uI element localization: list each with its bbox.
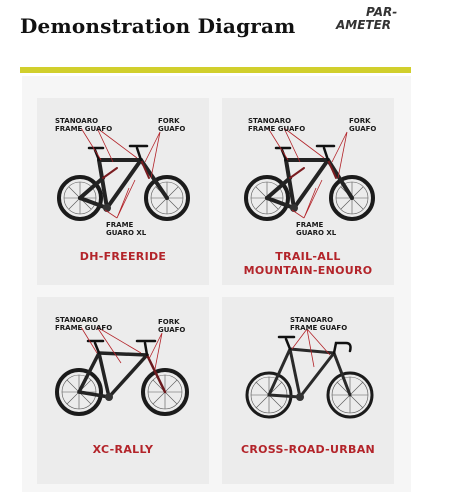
card-cross-road-urban bbox=[222, 297, 394, 484]
label-text: FORK GUAFO bbox=[349, 117, 377, 133]
label-frame-guard-xl bbox=[106, 221, 146, 237]
badge-line-2: AMETER bbox=[336, 18, 392, 32]
label-text: STANOARO FRAME GUAFO bbox=[248, 117, 306, 133]
category-name: TRAIL-ALL MOUNTAIN-ENOURO bbox=[243, 250, 373, 277]
category-name: XC-RALLY bbox=[92, 443, 154, 456]
card-xc-rally bbox=[37, 297, 209, 484]
label-frame-guard-xl bbox=[296, 221, 336, 237]
accent-rule bbox=[20, 67, 411, 73]
label-standard-frame-guard bbox=[55, 117, 112, 133]
category-name: DH-FREERIDE bbox=[79, 250, 167, 263]
label-text: FORK GUAFO bbox=[158, 117, 186, 133]
label-text: STANOARO FRAME GUAFO bbox=[55, 117, 113, 133]
label-text: STANOARO FRAME GUAFO bbox=[290, 316, 348, 332]
category-name: CROSS-ROAD-URBAN bbox=[240, 443, 376, 456]
label-text: STANOARO FRAME GUAFO bbox=[55, 316, 113, 332]
label-fork-guard bbox=[349, 117, 376, 133]
parameter-badge bbox=[336, 6, 406, 32]
label-fork-guard bbox=[158, 117, 185, 133]
label-standard-frame-guard bbox=[248, 117, 305, 133]
badge-line-1: PAR- bbox=[366, 5, 398, 19]
label-text: FORK GUAFO bbox=[158, 318, 186, 334]
page-title: Demonstration Diagram bbox=[20, 14, 296, 38]
label-text: FRAME GUARO XL bbox=[106, 221, 147, 237]
label-standard-frame-guard bbox=[290, 316, 347, 332]
card-trail-all-mountain bbox=[222, 98, 394, 285]
label-text: FRAME GUARO XL bbox=[296, 221, 337, 237]
card-dh-freeride bbox=[37, 98, 209, 285]
label-fork-guard bbox=[158, 318, 185, 334]
label-standard-frame-guard bbox=[55, 316, 112, 332]
